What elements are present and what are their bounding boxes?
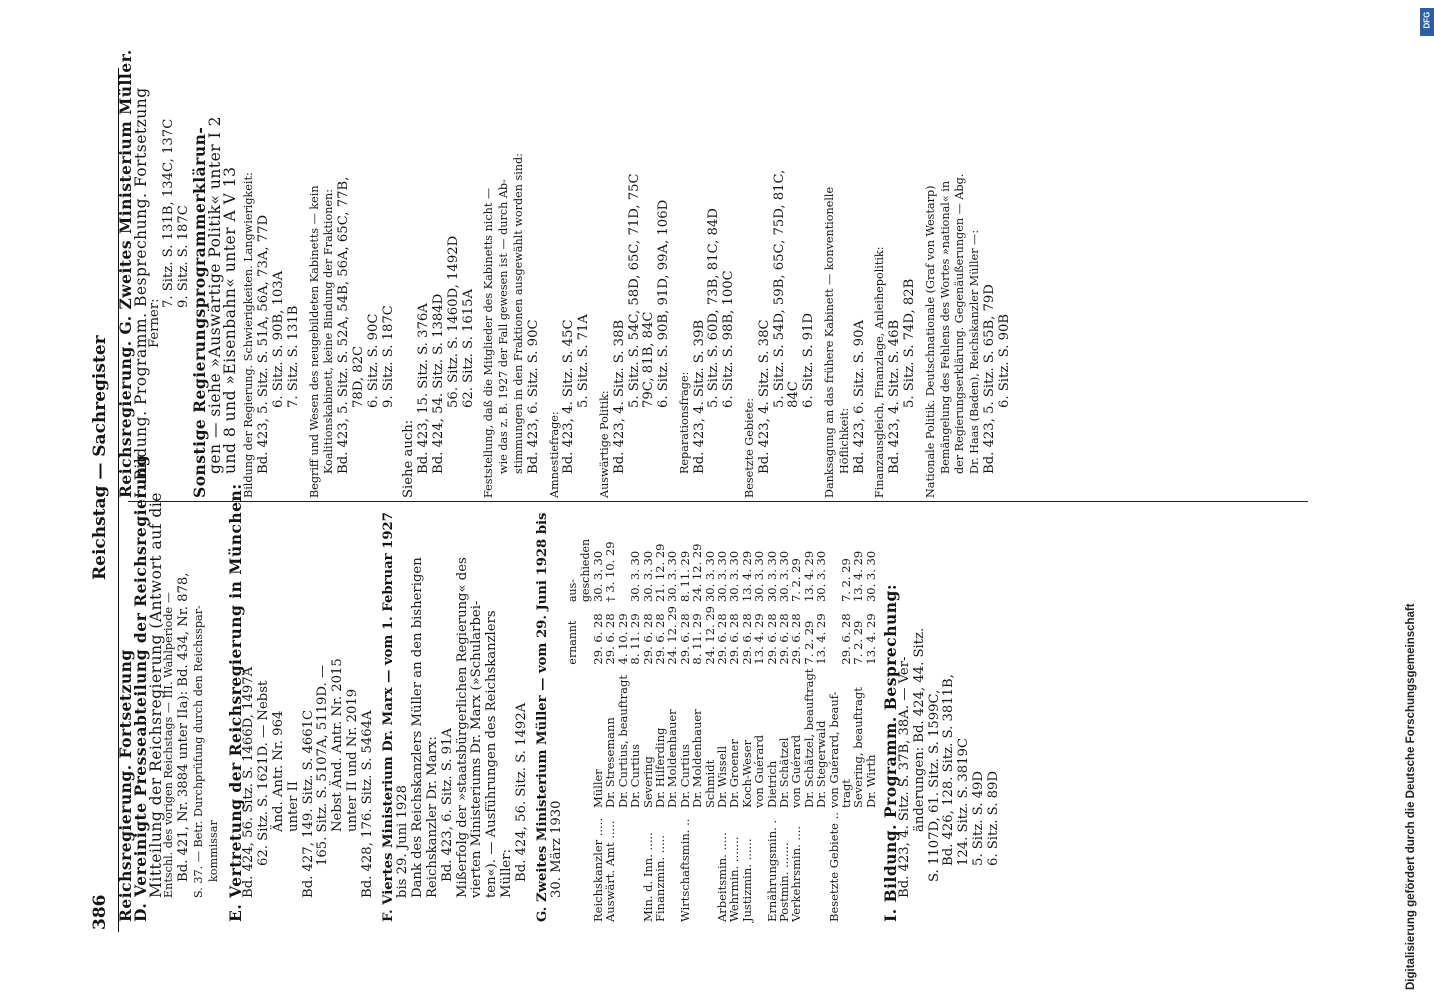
- entry-i-line: S. 1107D, 61. Sitz. S. 1599C,: [926, 689, 942, 882]
- entry-i-line: Bd. 426, 128. Sitz. S. 3811B,: [941, 674, 957, 866]
- entry-e-line: Nebst Änd. Antr. Nr. 2015: [330, 658, 346, 832]
- cabinet-row: [865, 535, 877, 922]
- index-line: Reparationsfrage:: [677, 371, 691, 474]
- cabinet-minister: Dr. Stresemann: [603, 717, 618, 809]
- column-divider: [128, 501, 1308, 502]
- cabinet-header-cell: [567, 665, 592, 808]
- cabinet-ministry: Finanzmin. .....: [652, 835, 667, 922]
- cabinet-ministry: [617, 808, 629, 922]
- index-line: Bd. 423, 5. Sitz. S. 52A, 54B, 56A, 65C, 77B,: [336, 176, 352, 474]
- entry-f-line: vierten Ministeriums Dr. Marx (»Schularbei-: [469, 600, 485, 898]
- index-line: Bd. 423, 6. Sitz. S. 90C: [525, 319, 541, 474]
- dfg-logo: DFG: [1420, 8, 1434, 36]
- cabinet-left: 13. 4. 29: [851, 550, 866, 603]
- index-line: 5. Sitz. S. 71A: [576, 314, 592, 408]
- right-column: [116, 49, 1013, 498]
- entry-i-line: 6. Sitz. S. 89D: [985, 771, 1001, 866]
- cabinet-appointed: 13. 4. 29: [863, 613, 878, 665]
- digitization-note: Digitalisierung gefördert durch die Deutsche Forschungsgemeinschaft: [1405, 603, 1417, 990]
- entry-d-line: Mitteilung der Reichsregierung (Antwort auf die: [146, 492, 165, 898]
- cabinet-minister: von Guérard: [789, 734, 804, 809]
- cabinet-minister: Severing: [640, 756, 655, 809]
- index-line: 6. Sitz. S. 90B, 103A: [270, 270, 286, 408]
- index-line: 6. Sitz. S. 91D: [801, 313, 817, 408]
- cabinet-left: † 3. 10. 29: [603, 541, 618, 603]
- index-line: 62. Sitz. S. 1615A: [460, 288, 476, 408]
- index-line: 7. Sitz. S. 131B, 134C, 137C: [161, 118, 177, 308]
- cabinet-minister: tragt: [839, 779, 854, 809]
- entry-e-line: unter II: [285, 780, 301, 832]
- entry-f-line: Dank des Reichskanzlers Müller an den bisherigen: [410, 557, 426, 898]
- cabinet-ministry: Min. d. Inn. .....: [640, 832, 655, 922]
- cabinet-appointed: 4. 10. 29: [615, 613, 630, 665]
- entry-d-line: Entschl. des vorigen Reichstags — III. Wahlperiode —: [162, 592, 176, 898]
- entry-i-title: I. Bildung. Programm. Besprechung:: [881, 583, 901, 922]
- index-line: Bd. 423, 5. Sitz. S. 65B, 79D: [982, 284, 998, 474]
- index-line: und 8 und »Eisenbahn« unter A V 13: [220, 166, 239, 474]
- cabinet-ministry: Wirtschaftsmin. ..: [677, 818, 692, 922]
- cabinet-minister: Dr. Curtius, beauftragt: [615, 675, 630, 809]
- entry-e-title: E. Vertretung der Reichsregierung in München:: [225, 483, 245, 922]
- entry-f-line: Mißerfolg der »staatsbürgerlichen Regierung« des: [454, 557, 470, 898]
- cabinet-appointed: 29. 6. 28: [789, 613, 804, 665]
- index-line: der Regierungserklärung. Gegenäußerungen — Abg.: [953, 173, 967, 474]
- index-line: 5. Sitz. S. 54C, 58D, 65C, 71D, 75C: [626, 173, 642, 408]
- index-line: Feststellung, daß die Mitglieder des Kabinetts nicht —: [482, 187, 496, 498]
- cabinet-minister: Severing, beauftragt: [851, 687, 866, 809]
- cabinet-header-row: [567, 535, 592, 922]
- cabinet-ministry: [852, 808, 864, 922]
- index-line: 78D, 82C: [350, 345, 366, 408]
- index-line: Danksagung an das frühere Kabinett — konventionelle: [823, 186, 837, 498]
- cabinet-appointed: 29. 6. 28: [739, 613, 754, 665]
- cabinet-left: 30. 3. 30: [702, 550, 717, 603]
- index-line: Bd. 423, 15. Sitz. S. 376A: [416, 303, 432, 474]
- cabinet-minister: Dr. Moldenhauer: [690, 709, 705, 809]
- cabinet-row: [790, 535, 802, 922]
- index-line: Besetzte Gebiete:: [743, 397, 757, 498]
- index-line: Bd. 424, 54. Sitz. S. 1384D: [430, 293, 446, 474]
- index-line: 9. Sitz. S. 187C: [176, 205, 192, 308]
- cabinet-left: 30. 3. 30: [752, 550, 767, 603]
- entry-e-line: Änd. Antr. Nr. 964: [270, 710, 286, 832]
- cabinet-appointed: 29. 6. 28: [714, 613, 729, 665]
- index-line: Siehe auch:: [401, 419, 417, 498]
- index-line: 6. Sitz. S. 90B, 91D, 99A, 106D: [656, 199, 672, 408]
- entry-e-line: unter II und Nr. 2019: [344, 688, 360, 832]
- cabinet-header-cell: ernannt: [566, 620, 580, 665]
- cabinet-left: 8. 11. 29: [677, 550, 692, 603]
- cabinet-appointed: 29. 6. 28: [677, 613, 692, 665]
- section-subheading: I. Bildung. Programm. Besprechung. Fortsetzung: [131, 87, 150, 498]
- cabinet-minister: Müller: [590, 769, 605, 809]
- cabinet-minister: Koch-Weser: [739, 739, 754, 809]
- cabinet-ministry: [840, 808, 852, 922]
- index-line: Bd. 423, 4. Sitz. S. 39B: [691, 319, 707, 474]
- entry-i-line: 124. Sitz. S. 3819C: [956, 737, 972, 866]
- cabinet-minister: Dr. Curtius: [677, 743, 692, 809]
- index-line: 5. Sitz. S. 54D, 59B, 65C, 75D, 81C,: [771, 169, 787, 408]
- index-line: Amnestiefrage:: [547, 411, 561, 498]
- cabinet-minister: von Guérard: [752, 734, 767, 809]
- cabinet-ministry: [815, 808, 827, 922]
- cabinet-minister: Dr. Hilferding: [652, 727, 667, 809]
- entry-f-line: Bd. 424, 56. Sitz. S. 1492A: [513, 702, 529, 882]
- cabinet-left: 30. 3. 30: [777, 550, 792, 603]
- cabinet-row: [629, 535, 641, 922]
- cabinet-left: 24. 12. 29: [690, 543, 705, 603]
- cabinet-left: 30. 3. 30: [863, 550, 878, 603]
- index-line: Bildung der Regierung. Schwierigkeiten. Langwierigkeit:: [242, 172, 256, 498]
- cabinet-ministry: Ernährungsmin. .: [764, 819, 779, 922]
- index-line: Koalitionskabinett, keine Bindung der Fraktionen:: [322, 188, 336, 474]
- cabinet-left: 30. 3. 30: [714, 550, 729, 603]
- index-line: gen — siehe »Auswärtige Politik« unter I 2: [205, 116, 224, 474]
- entry-i-line: änderungen: Bd. 424, 44. Sitz.: [911, 627, 927, 832]
- cabinet-header-cell: [567, 808, 592, 922]
- index-line: Bemängelung des Fehlens des Wortes »national« in: [938, 180, 952, 474]
- cabinet-minister: Dr. Groener: [727, 739, 742, 809]
- index-line: Begriff und Wesen des neugebildeten Kabinetts — kein: [307, 185, 321, 498]
- cabinet-minister: Dr. Wirth: [863, 754, 878, 809]
- cabinet-ministry: [666, 808, 678, 922]
- cabinet-appointed: 24. 12. 29: [665, 606, 680, 665]
- entry-g-title: G. Zweites Ministerium Müller — vom 29. Juni 1928 bis: [534, 512, 550, 922]
- cabinet-left: 7. 2. 29: [789, 558, 804, 603]
- cabinet-left: 30. 3. 30: [665, 550, 680, 603]
- cabinet-ministry: Auswärt. Amt .....: [603, 820, 618, 922]
- cabinet-appointed: 24. 12. 29: [702, 606, 717, 665]
- cabinet-minister: Dietrich: [764, 760, 779, 809]
- index-line: Sonstige Regierungsprogrammerklärun-: [189, 126, 209, 498]
- cabinet-appointed: 13. 4. 29: [814, 613, 829, 665]
- index-line: Finanzausgleich, Finanzlage, Anleihepolitik:: [873, 246, 887, 498]
- cabinet-left: 30. 3. 30: [764, 550, 779, 603]
- cabinet-row: [666, 535, 678, 922]
- index-line: Ferner:: [146, 298, 162, 348]
- cabinet-ministry: Arbeitsmin. .....: [714, 832, 729, 922]
- cabinet-left: 30. 3. 30: [590, 550, 605, 603]
- cabinet-appointed: 13. 4. 29: [752, 613, 767, 665]
- entry-e-line: Bd. 428, 176. Sitz. S. 5464A: [359, 710, 375, 898]
- cabinet-left: 30. 3. 30: [640, 550, 655, 603]
- cabinet-ministry: [753, 808, 765, 922]
- cabinet-ministry: Wehrmin. .......: [727, 836, 742, 922]
- cabinet-appointed: 29. 6. 28: [727, 613, 742, 665]
- cabinet-ministry: [629, 808, 641, 922]
- cabinet-appointed: 29. 6. 28: [652, 613, 667, 665]
- cabinet-minister: Dr. Moldenhauer: [665, 709, 680, 809]
- entry-i-line: Bd. 423, 4. Sitz. S. 37B, 38A. — Ver-: [897, 656, 913, 898]
- index-line: 56. Sitz. S. 1460D, 1492D: [445, 235, 461, 408]
- cabinet-left: 13. 4. 29: [801, 550, 816, 603]
- cabinet-minister: Dr. Curtius: [628, 743, 643, 809]
- entry-f-line: bis 29. Juni 1928: [395, 784, 411, 898]
- cabinet-row: [728, 535, 740, 922]
- page-number: 386: [90, 894, 110, 930]
- cabinet-row: [604, 535, 616, 922]
- index-line: wie das z. B. 1927 der Fall gewesen ist — durch Ab-: [497, 179, 511, 474]
- cabinet-minister: Dr. Stegerwald: [814, 720, 829, 809]
- index-line: Nationale Politik. Deutschnationale (Graf von Westarp): [923, 185, 937, 498]
- index-line: Dr. Haas (Baden), Reichskanzler Müller —:: [968, 229, 982, 474]
- cabinet-minister: Schmidt: [702, 759, 717, 809]
- cabinet-appointed: 7. 2. 29: [851, 620, 866, 665]
- cabinet-row: [815, 535, 827, 922]
- index-line: 79C, 81B, 84C: [641, 311, 657, 408]
- index-line: 84C: [786, 381, 802, 408]
- cabinet-minister: von Guérard, beauf-: [826, 691, 841, 809]
- entry-d-line: Bd. 421, Nr. 3884 unter IIa): Bd. 434, Nr. 878,: [176, 572, 192, 882]
- cabinet-header-cell: aus- geschieden: [566, 538, 592, 603]
- cabinet-ministry: Postmin. .......: [777, 842, 792, 922]
- cabinet-appointed: 29. 6. 28: [590, 613, 605, 665]
- cabinet-table: [567, 535, 877, 922]
- cabinet-row: [691, 535, 703, 922]
- cabinet-ministry: Verkehrsmin. ....: [789, 825, 804, 922]
- index-line: 6. Sitz. S. 90B: [996, 313, 1012, 408]
- index-line: Bd. 423, 5. Sitz. S. 51A, 56A, 73A, 77D: [256, 214, 272, 474]
- index-line: Bd. 423, 4. Sitz. S. 38B: [611, 319, 627, 474]
- index-line: 5. Sitz. S. 60D, 73B, 81C, 84D: [706, 208, 722, 408]
- cabinet-left: 13. 4. 29: [739, 550, 754, 603]
- cabinet-appointed: 8. 11. 29: [628, 613, 643, 665]
- cabinet-ministry: Reichskanzler .....: [590, 817, 605, 922]
- cabinet-left: 30. 3. 30: [814, 550, 829, 603]
- index-line: Bd. 423, 6. Sitz. S. 90A: [851, 320, 867, 474]
- cabinet-appointed: 29. 6. 28: [777, 613, 792, 665]
- entry-e-line: Bd. 424, 56. Sitz. S. 1466D, 1497A: [241, 666, 257, 898]
- entry-d-line: S. 37. — Betr. Durchprüfung durch den Reichsspar-: [191, 605, 205, 898]
- cabinet-appointed: 29. 6. 28: [640, 613, 655, 665]
- cabinet-ministry: Justizmin. ......: [739, 838, 754, 922]
- cabinet-appointed: 29. 6. 28: [839, 613, 854, 665]
- index-line: 7. Sitz. S. 131B: [285, 305, 301, 408]
- index-line: stimmungen in den Fraktionen ausgewählt worden sind:: [511, 153, 525, 474]
- entry-f-title: F. Viertes Ministerium Dr. Marx — vom 1. Februar 1927: [380, 512, 396, 922]
- cabinet-row: [852, 535, 864, 922]
- cabinet-left: 30. 3. 30: [628, 550, 643, 603]
- index-line: Bd. 423, 4. Sitz. S. 45C: [561, 319, 577, 474]
- entry-e-line: Bd. 427, 149. Sitz. S. 4661C: [300, 709, 316, 898]
- cabinet-ministry: [865, 808, 877, 922]
- cabinet-appointed: 8. 11. 29: [690, 613, 705, 665]
- entry-g-line: 30. März 1930: [549, 800, 565, 898]
- entry-e-line: 165. Sitz. S. 5107A, 5119D. —: [315, 664, 331, 866]
- index-line: 6. Sitz. S. 90C: [365, 313, 381, 408]
- cabinet-left: 21. 12. 29: [652, 543, 667, 603]
- index-line: 5. Sitz. S. 74D, 82B: [902, 278, 918, 408]
- entry-d-line: kommissar: [206, 820, 220, 882]
- cabinet-minister: Dr. Wissell: [714, 746, 729, 809]
- entry-d-title: D. Vereinigte Presseabteilung der Reichsregierung: [130, 455, 150, 922]
- section-heading: Reichsregierung. G. Zweites Ministerium Müller.: [116, 49, 135, 498]
- index-line: Auswärtige Politik:: [597, 390, 611, 498]
- cabinet-ministry: [691, 808, 703, 922]
- entry-f-line: Müller:: [498, 849, 514, 898]
- index-line: 9. Sitz. S. 187C: [380, 305, 396, 408]
- cabinet-appointed: 29. 6. 28: [603, 613, 618, 665]
- entry-i-line: 5. Sitz. S. 49D: [971, 771, 987, 866]
- index-line: 6. Sitz. S. 98B, 100C: [721, 270, 737, 408]
- entry-f-line: ten«). — Ausführungen des Reichskanzlers: [484, 610, 500, 898]
- running-head: Reichstag — Sachregister: [90, 335, 110, 580]
- index-line: Höflichkeit:: [837, 407, 851, 474]
- cabinet-row: [753, 535, 765, 922]
- index-line: Bd. 423, 4. Sitz. S. 46B: [887, 319, 903, 474]
- entry-e-line: 62. Sitz. S. 1621D. — Nebst: [256, 680, 272, 866]
- entry-f-line: Reichskanzler Dr. Marx:: [424, 736, 440, 898]
- section-heading: Reichsregierung. Fortsetzung: [116, 649, 135, 922]
- cabinet-ministry: [803, 808, 815, 922]
- cabinet-left: 30. 3. 30: [727, 550, 742, 603]
- index-line: Bd. 423, 4. Sitz. S. 38C: [756, 319, 772, 474]
- cabinet-left: 7. 2. 29: [839, 558, 854, 603]
- cabinet-ministry: Besetzte Gebiete ..: [826, 812, 841, 922]
- cabinet-minister: Dr. Schätzel, beauftragt: [801, 668, 816, 809]
- entry-f-line: Bd. 423, 6. Sitz. S. 91A: [439, 728, 455, 882]
- cabinet-appointed: 29. 6. 28: [764, 613, 779, 665]
- cabinet-minister: Dr. Schätzel: [777, 737, 792, 809]
- cabinet-appointed: 7. 2. 29: [801, 620, 816, 665]
